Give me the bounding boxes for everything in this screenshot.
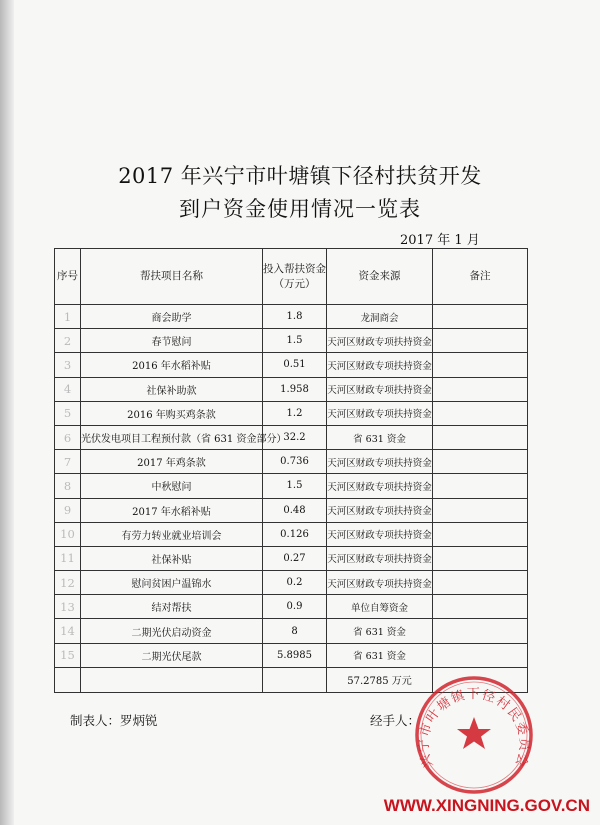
- cell-note: [433, 425, 528, 449]
- cell-no: 11: [55, 546, 81, 570]
- table-row: [55, 305, 528, 329]
- cell-note: [433, 546, 528, 570]
- cell-note: [433, 329, 528, 353]
- cell-name: 2017 年水稻补贴: [81, 498, 263, 522]
- table-row: [55, 353, 528, 377]
- cell-source: 龙洞商会: [327, 305, 433, 329]
- header-source: 资金来源: [327, 249, 433, 305]
- cell-no: 1: [55, 305, 81, 329]
- cell-name: 二期光伏启动资金: [81, 619, 263, 643]
- cell-no: 6: [55, 425, 81, 449]
- cell-name: 2016 年水稻补贴: [81, 353, 263, 377]
- table-row: [55, 546, 528, 570]
- header-amount: 投入帮扶资金（万元）: [263, 249, 327, 305]
- cell-no: 14: [55, 619, 81, 643]
- seal-star-icon: [457, 717, 491, 749]
- cell-note: [433, 595, 528, 619]
- cell-no: 13: [55, 595, 81, 619]
- cell-name: 光伏发电项目工程预付款（省 631 资金部分）: [81, 425, 263, 449]
- cell-source: 天河区财政专项扶持资金: [327, 377, 433, 401]
- table-row: [55, 425, 528, 449]
- handler-label: 经手人：: [370, 713, 421, 728]
- cell-source: 天河区财政专项扶持资金: [327, 522, 433, 546]
- cell-no: 7: [55, 450, 81, 474]
- cell-note: [433, 522, 528, 546]
- cell-no: 3: [55, 353, 81, 377]
- cell-note: [433, 619, 528, 643]
- cell-name: 结对帮扶: [81, 595, 263, 619]
- cell-note: [433, 571, 528, 595]
- cell-source: 天河区财政专项扶持资金: [327, 353, 433, 377]
- cell-name: 2016 年购买鸡条款: [81, 401, 263, 425]
- official-seal: [412, 673, 536, 797]
- cell-note: [433, 450, 528, 474]
- header-no: 序号: [55, 249, 81, 305]
- table-row: [55, 643, 528, 667]
- cell-no: 10: [55, 522, 81, 546]
- cell-note: [433, 305, 528, 329]
- cell-name: 春节慰问: [81, 329, 263, 353]
- cell-note: [433, 353, 528, 377]
- cell-amount: 0.27: [263, 546, 327, 570]
- cell-no: 15: [55, 643, 81, 667]
- cell-no: 12: [55, 571, 81, 595]
- cell-amount: 32.2: [263, 425, 327, 449]
- preparer-label: 制表人：罗炳锐: [70, 713, 158, 728]
- header-name: 帮扶项目名称: [81, 249, 263, 305]
- cell-note: [433, 377, 528, 401]
- cell-note: [433, 401, 528, 425]
- table-row: [55, 377, 528, 401]
- cell-name: 社保补助款: [81, 377, 263, 401]
- cell-amount: 0.51: [263, 353, 327, 377]
- table-row: [55, 401, 528, 425]
- cell-amount: 5.8985: [263, 643, 327, 667]
- document-date: 2017 年 1 月: [400, 233, 480, 248]
- table-row: [55, 619, 528, 643]
- table-body: [55, 305, 528, 693]
- svg-text:兴宁市叶塘镇下径村民委员会: 兴宁市叶塘镇下径村民委员会: [416, 687, 532, 770]
- cell-amount: 0.2: [263, 571, 327, 595]
- cell-amount: 0.48: [263, 498, 327, 522]
- cell-source: 天河区财政专项扶持资金: [327, 571, 433, 595]
- cell-amount: 1.958: [263, 377, 327, 401]
- cell-source: 天河区财政专项扶持资金: [327, 498, 433, 522]
- cell-source: 天河区财政专项扶持资金: [327, 329, 433, 353]
- cell-source: 省 631 资金: [327, 619, 433, 643]
- cell-source: 天河区财政专项扶持资金: [327, 474, 433, 498]
- cell-source: 单位自筹资金: [327, 595, 433, 619]
- total-amount: 57.2785 万元: [327, 667, 433, 692]
- table-row: [55, 498, 528, 522]
- cell-no: [55, 667, 81, 692]
- table-header-row: [55, 249, 528, 305]
- cell-source: 天河区财政专项扶持资金: [327, 546, 433, 570]
- cell-name: 商会助学: [81, 305, 263, 329]
- cell-amount: 0.9: [263, 595, 327, 619]
- cell-source: 省 631 资金: [327, 643, 433, 667]
- cell-no: 9: [55, 498, 81, 522]
- cell-note: [433, 643, 528, 667]
- cell-name: 中秋慰问: [81, 474, 263, 498]
- table-row: [55, 522, 528, 546]
- cell-no: 5: [55, 401, 81, 425]
- cell-amount: 1.8: [263, 305, 327, 329]
- document-title-line1: 2017 年兴宁市叶塘镇下径村扶贫开发: [118, 164, 482, 188]
- cell-name: 有劳力转业就业培训会: [81, 522, 263, 546]
- table-row: [55, 571, 528, 595]
- cell-note: [433, 498, 528, 522]
- website-watermark: WWW.XINGNING.GOV.CN: [383, 796, 590, 815]
- cell-amount: 1.2: [263, 401, 327, 425]
- cell-no: 8: [55, 474, 81, 498]
- cell-no: 2: [55, 329, 81, 353]
- cell-source: 天河区财政专项扶持资金: [327, 401, 433, 425]
- cell-amount: 1.5: [263, 329, 327, 353]
- table-row: [55, 474, 528, 498]
- table-row: [55, 595, 528, 619]
- cell-name: 慰问贫困户温锦水: [81, 571, 263, 595]
- document-title-line2: 到户资金使用情况一览表: [179, 197, 421, 221]
- cell-name: 二期光伏尾款: [81, 643, 263, 667]
- cell-amount: 0.736: [263, 450, 327, 474]
- funds-table: [54, 248, 528, 693]
- cell-amount: 0.126: [263, 522, 327, 546]
- cell-amount: [263, 667, 327, 692]
- table-row: [55, 329, 528, 353]
- cell-name: 2017 年鸡条款: [81, 450, 263, 474]
- cell-source: 省 631 资金: [327, 425, 433, 449]
- cell-source: 天河区财政专项扶持资金: [327, 450, 433, 474]
- cell-note: [433, 474, 528, 498]
- header-note: 备注: [433, 249, 528, 305]
- cell-amount: 8: [263, 619, 327, 643]
- table-row: [55, 450, 528, 474]
- cell-amount: 1.5: [263, 474, 327, 498]
- cell-name: [81, 667, 263, 692]
- cell-name: 社保补贴: [81, 546, 263, 570]
- cell-no: 4: [55, 377, 81, 401]
